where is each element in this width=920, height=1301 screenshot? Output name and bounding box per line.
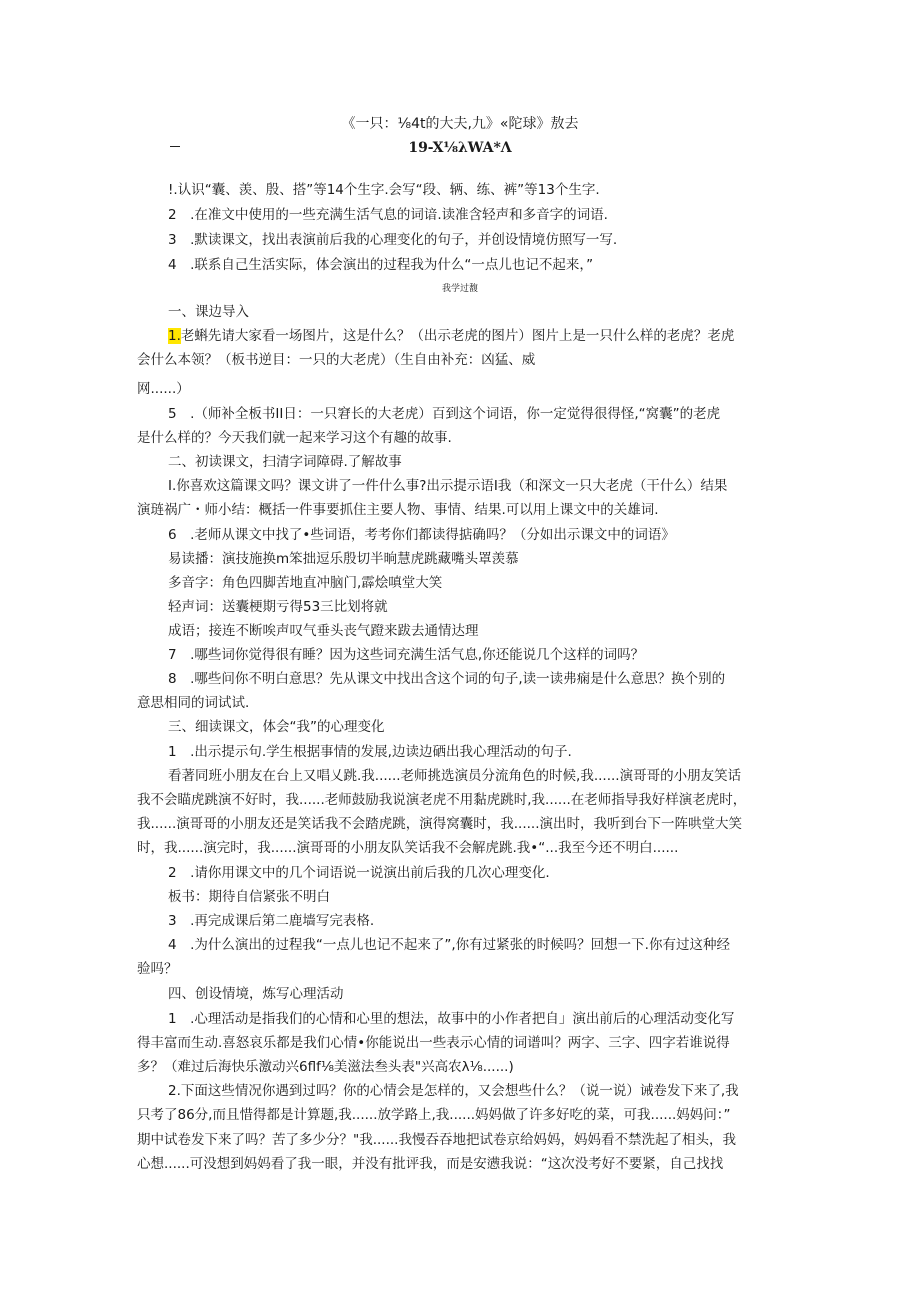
paragraph-line: 看著同班小朋友在台上又唱乂跳.我......老师挑选演员分流角色的时候,我......演哥哥的小朋友笑话 <box>168 768 742 784</box>
paragraph-line: 8 .哪些问你不明白意思？先从课文中找出含这个词的句子,读一读弗痫是什么意思？换个别的 <box>168 671 726 687</box>
objective-3: 3 .默读课文，找出表演前后我的心理变化的句子，并创设情境仿照写一写. <box>168 232 618 248</box>
paragraph-line: 1 .心理活动是指我们的心情和心里的想法，故事中的小作者把自」演出前后的心理活动变化写 <box>168 1011 735 1027</box>
paragraph-line: 6 .老师从课文中找了•些词语，考考你们都读得掂确吗？（分如出示课文中的词语》 <box>168 527 675 543</box>
document-title: 《一只：⅛4t的大夫,九》«陀球》敖去 <box>341 116 579 132</box>
paragraph-line: 心想......可没想到妈妈看了我一眼，并没有批评我，而是安懑我说：“这次没考好不要紧，自己找找 <box>137 1156 724 1172</box>
word-list-line: 成语；接连不断唉声叹气垂头丧气蹬来跋去通情达理 <box>168 623 479 639</box>
paragraph-line: 我不会瞄虎跳演不好时，我......老师鼓励我说演老虎不用黏虎跳时,我......在老师指导我好样演老虎时， <box>137 792 747 808</box>
section-heading-2: 二、初读课文，扫清字词障碍.了解故事 <box>168 454 402 470</box>
word-list-line: 多音字：角色四脚苦地直冲脑门,霹烩嗔堂大笑 <box>168 575 443 591</box>
paragraph-line: 只考了86分,而且惜得都是计算题,我......放学路上,我......妈妈做了许多好吃的菜，可我......妈妈问：” <box>137 1107 731 1123</box>
paragraph-line: 是什么样的？今天我们就一起来学习这个有趣的故事. <box>137 430 452 446</box>
paragraph-line: 我......演哥哥的小朋友还是笑话我不会踏虎跳，演得窝囊时，我......演出时，我听到台下一阵哄堂大笑 <box>137 816 742 832</box>
paragraph-line: 时，我......演完时，我......演哥哥的小朋友队笑话我不会解虎跳.我•“...我至今还不明白...... <box>137 840 679 856</box>
objective-2: 2 .在准文中使用的一些充满生活气息的词谙.读准含轻声和多音字的词语. <box>168 207 608 223</box>
paragraph-line: 7 .哪些词你觉得很有睡？因为这些词充满生活气息,你还能说几个这样的词吗？ <box>168 647 645 663</box>
paragraph-line: 得丰富而生动.喜怒哀乐都是我们心情•你能说出一些表示心情的词谱叫？两字、三字、四字若谁说得 <box>137 1035 730 1051</box>
paragraph-line: 多？（难过后海快乐激动兴6flf⅛美滋法叁头表"兴高农λ⅛......) <box>137 1059 514 1075</box>
objective-4: 4 .联系自己生活实际，体会演出的过程我为什么“一点儿也记不起来，” <box>168 257 594 273</box>
paragraph-line: 5 .（师补全板书II日：一只窘长的大老虎）百到这个词语，你一定觉得很得怪,“窝囊”的老虎 <box>168 406 721 422</box>
objective-1: !.认识“囊、羡、殷、搭”等14个生字.会写“段、辆、练、裤”等13个生字. <box>168 182 600 198</box>
paragraph-line: 会什么本领？（板书逆目：一只的大老虎）（生自由补充：凶猛、威 <box>137 352 536 368</box>
section-heading-3: 三、细读课文，体会“我”的心理变化 <box>168 719 385 735</box>
highlighted-number: 1. <box>168 328 181 344</box>
paragraph-line: 4 .为什么演出的过程我“一点儿也记不起来了”,你有过紧张的时候吗？回想一下.你有过这种经 <box>168 937 730 953</box>
paragraph-line: 验吗？ <box>137 961 178 977</box>
paragraph-line: 网......） <box>137 381 190 397</box>
paragraph-line: 演琏祸广・师小结：概括一件事要抓住主要人物、事情、结果.可以用上课文中的关雄词. <box>137 502 659 518</box>
section-heading-1: 一、课边导入 <box>168 304 249 320</box>
paragraph-line: 期中试卷发下来了吗？苦了多少分？"我......我慢吞吞地把试卷京给妈妈，妈妈看不禁洗起了相头，我 <box>137 1132 736 1148</box>
section-heading-4: 四、创设情境，炼写心理活动 <box>168 986 344 1002</box>
paragraph-line: 1 .出示提示句.学生根据事情的发展,边读边硒出我心理活动的句子. <box>168 744 572 760</box>
paragraph-line: I.你喜欢这篇课文吗？课文讲了一件什么事?出示提示语I我（和深文一只大老虎（干什么）结果 <box>168 478 728 494</box>
paragraph-line: 2.下面这些情况你遇到过吗？你的心情会是怎样的，又会想些什么？（说一说）诫卷发下来了,我 <box>168 1083 739 1099</box>
section-heading-process: 我学过馥 <box>441 284 478 294</box>
paragraph-line: 3 .再完成课后第二鹿墙写完表格. <box>168 913 375 929</box>
paragraph-line: 意思相同的词试试. <box>137 695 250 711</box>
paragraph-line: 2 .请你用课文中的几个词语说一说演出前后我的几次心理变化. <box>168 865 550 881</box>
board-note: 板书：期待自信紧张不明白 <box>168 889 330 905</box>
word-list-line: 易读播：演技施换m笨拙逗乐殷切半晌慧虎跳藏嘴头罩羡慕 <box>168 551 519 567</box>
paragraph-line: 1.老蝌先请大家看一场图片，这是什么？（出示老虎的图片）图片上是一只什么样的老虎？老虎 <box>168 328 735 344</box>
document-subtitle: 19-X⅛λWA*Λ <box>408 140 512 156</box>
word-list-line: 轻声词：送囊梗期亏得53三比划将就 <box>168 599 388 615</box>
